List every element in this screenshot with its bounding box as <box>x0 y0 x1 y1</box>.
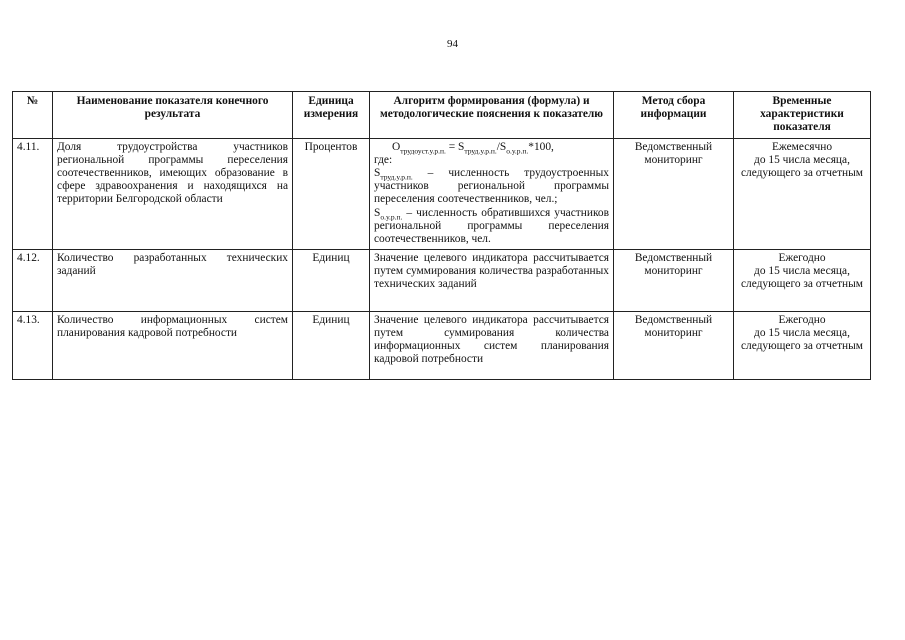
header-number: № <box>13 92 53 139</box>
method-cell: Ведомственный мониторинг <box>614 138 734 249</box>
timing-cell <box>734 311 871 379</box>
unit-cell: Единиц <box>293 311 370 379</box>
indicator-name: Доля трудоустройства участников региональной программы переселения соотечественников, имеющих образование в сфере здравоохранения и находящихся на территории Белгородской области <box>53 138 293 249</box>
table-row <box>13 249 871 311</box>
header-method: Метод сбора информации <box>614 92 734 139</box>
row-number: 4.13. <box>13 311 53 379</box>
table-row <box>13 138 871 249</box>
formula-explanation-2: $S_{о.у.р.п.}$ – численность обратившихся участников региональной программы переселения соотечественников, чел. <box>374 206 609 246</box>
row-number: 4.11. <box>13 138 53 249</box>
timing-cell <box>734 249 871 311</box>
header-algorithm: Алгоритм формирования (формула) и методологические пояснения к показателю <box>370 92 614 139</box>
header-unit: Единица измерения <box>293 92 370 139</box>
timing-cell <box>734 138 871 249</box>
indicators-table <box>12 91 871 380</box>
formula: $O_{трудоуст.у.р.п.} = S_{труд.у.р.п.}/S_{о.у.р.п.}*100$, <box>392 140 554 155</box>
header-indicator-name: Наименование показателя конечного результата <box>53 92 293 139</box>
indicator-name: Количество информационных систем планирования кадровой потребности <box>53 311 293 379</box>
algorithm-cell: Значение целевого индикатора рассчитывается путем суммирования количества разработанных технических заданий <box>370 249 614 311</box>
method-cell: Ведомственный мониторинг <box>614 249 734 311</box>
timing-period: Ежегодно <box>778 313 826 326</box>
formula-explanation-1: $S_{труд.у.р.п.}$ – численность трудоустроенных участников региональной программы переселения соотечественников, чел.; <box>374 167 609 206</box>
row-number: 4.12. <box>13 249 53 311</box>
header-timing: Временные характеристики показателя <box>734 92 871 139</box>
timing-period: Ежемесячно <box>771 140 833 153</box>
page-number: 94 <box>447 38 458 50</box>
timing-deadline: до 15 числа месяца, следующего за отчетным <box>740 264 864 291</box>
method-cell: Ведомственный мониторинг <box>614 311 734 379</box>
table-header <box>13 92 871 139</box>
indicator-name: Количество разработанных технических заданий <box>53 249 293 311</box>
table-row <box>13 311 871 379</box>
unit-cell: Единиц <box>293 249 370 311</box>
unit-cell: Процентов <box>293 138 370 249</box>
timing-period: Ежегодно <box>778 251 826 264</box>
timing-deadline: до 15 числа месяца, следующего за отчетным <box>740 326 864 353</box>
formula-where: где: <box>374 153 393 166</box>
algorithm-cell <box>370 138 614 249</box>
algorithm-cell: Значение целевого индикатора рассчитывается путем суммирования количества информационных систем планирования кадровой потребности <box>370 311 614 379</box>
timing-deadline: до 15 числа месяца, следующего за отчетным <box>740 153 864 180</box>
